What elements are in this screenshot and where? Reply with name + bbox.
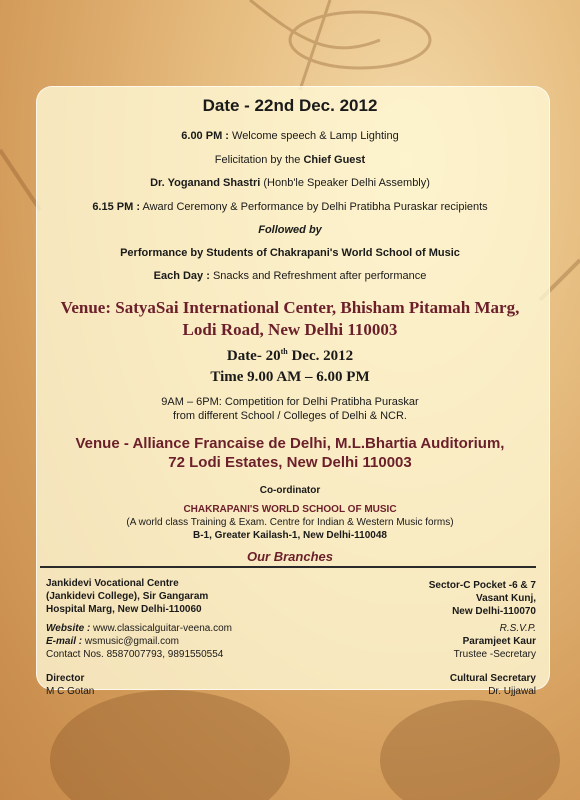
website-link[interactable]: www.classicalguitar-veena.com (90, 623, 232, 634)
schedule-item-award (0, 201, 580, 213)
director-title: Director (46, 673, 85, 684)
school-address: B-1, Greater Kailash-1, New Delhi-110048 (193, 530, 387, 541)
branches-heading: Our Branches (247, 549, 333, 564)
website-label: Website : (46, 623, 91, 634)
secretary-title: Cultural Secretary (449, 673, 536, 684)
chief-guest-label: Chief Guest (303, 154, 366, 166)
guest-title: (Honb'le Speaker Delhi Assembly) (260, 177, 430, 189)
branch-right (429, 579, 536, 618)
branch-right-line1: Sector-C Pocket -6 & 7 (428, 580, 536, 591)
branch-left-line1: Jankidevi Vocational Centre (46, 578, 179, 589)
schedule-item-welcome (0, 130, 580, 142)
branch-right-line3: New Delhi-110070 (452, 606, 536, 617)
second-date-sup: th (280, 347, 288, 356)
rsvp-block (454, 622, 536, 661)
coordinator-heading: Co-ordinator (259, 485, 321, 496)
school-name: CHAKRAPANI'S WORLD SCHOOL OF MUSIC (183, 504, 397, 515)
felicitation-line (0, 154, 580, 166)
guest-line (0, 177, 580, 189)
branch-left-line3: Hospital Marg, New Delhi-110060 (46, 604, 202, 615)
competition-line1: 9AM – 6PM: Competition for Delhi Pratibha Puraskar (161, 396, 419, 408)
rsvp-title: Trustee -Secretary (453, 649, 536, 660)
schedule-time: 6.15 PM : (92, 201, 140, 213)
rsvp-name: Paramjeet Kaur (462, 636, 536, 647)
branch-left (46, 577, 208, 616)
secretary-block (450, 672, 536, 698)
director-block (46, 672, 94, 698)
each-day-label: Each Day : (153, 270, 210, 282)
contact-block (46, 622, 232, 661)
second-time: Time 9.00 AM – 6.00 PM (210, 369, 370, 385)
phone-line: Contact Nos. 8587007793, 9891550554 (46, 649, 224, 660)
email-line (46, 635, 232, 648)
email-link[interactable]: wsmusic@gmail.com (82, 636, 179, 647)
director-name: M C Gotan (46, 686, 95, 697)
competition-line2: from different School / Colleges of Delhi & NCR. (173, 410, 407, 422)
second-date-suffix: Dec. 2012 (287, 348, 354, 364)
each-day-line (0, 270, 580, 282)
school-tagline: (A world class Training & Exam. Centre for Indian & Western Music forms) (126, 517, 454, 528)
venue1-line2: Lodi Road, New Delhi 110003 (182, 320, 398, 339)
event-date: Date - 22nd Dec. 2012 (202, 96, 378, 115)
each-day-text: Snacks and Refreshment after performance (209, 270, 427, 282)
venue2-line1: Venue - Alliance Francaise de Delhi, M.L.Bhartia Auditorium, (75, 435, 505, 452)
second-date (0, 347, 580, 365)
venue2-line2: 72 Lodi Estates, New Delhi 110003 (168, 454, 412, 471)
branch-right-line2: Vasant Kunj, (475, 593, 536, 604)
schedule-time: 6.00 PM : (181, 130, 229, 142)
followed-by: Followed by (258, 224, 322, 236)
performance-line: Performance by Students of Chakrapani's World School of Music (120, 247, 460, 259)
venue1-line1: Venue: SatyaSai International Center, Bhisham Pitamah Marg, (60, 298, 520, 317)
website-line (46, 622, 232, 635)
schedule-text: Award Ceremony & Performance by Delhi Pratibha Puraskar recipients (140, 201, 488, 213)
branches-divider (40, 566, 536, 568)
schedule-text: Welcome speech & Lamp Lighting (228, 130, 399, 142)
guest-name: Dr. Yoganand Shastri (150, 177, 261, 189)
rsvp-label: R.S.V.P. (499, 623, 536, 634)
secretary-name: Dr. Ujjawal (488, 686, 536, 697)
felicitation-prefix: Felicitation by the (214, 154, 304, 166)
email-label: E-mail : (46, 636, 83, 647)
second-date-prefix: Date- 20 (226, 348, 281, 364)
branch-left-line2: (Jankidevi College), Sir Gangaram (46, 591, 209, 602)
